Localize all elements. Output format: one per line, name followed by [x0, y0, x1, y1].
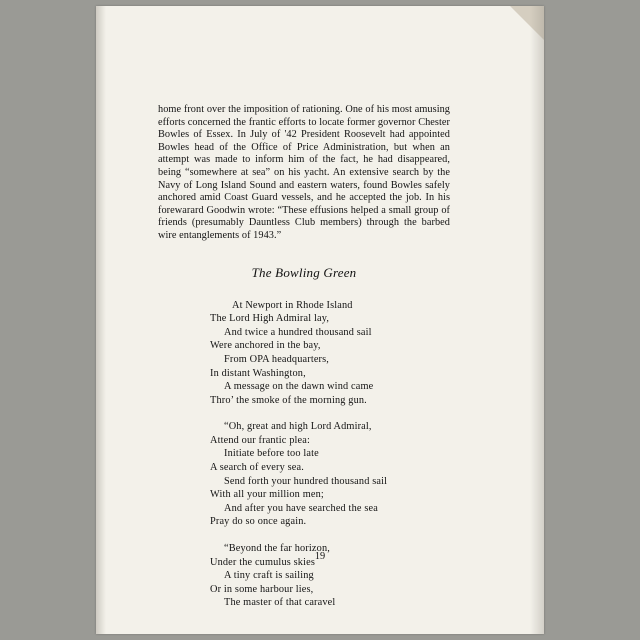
poem-line: Were anchored in the bay, [210, 340, 321, 352]
poem-line: Send forth your hundred thousand sail [224, 475, 388, 487]
poem-line: “Oh, great and high Lord Admiral, [224, 421, 372, 433]
page-corner-fold [510, 6, 544, 40]
page-number: 19 [314, 551, 326, 562]
poem-line: Thro’ the smoke of the morning gun. [210, 394, 367, 406]
poem-line: From OPA headquarters, [224, 353, 330, 365]
poem-stanza [158, 420, 450, 529]
poem-line: “Beyond the far horizon, [224, 543, 330, 555]
poem-line: Under the cumulus skies [210, 556, 315, 568]
poem-line: In distant Washington, [210, 367, 306, 379]
poem-line: With all your million men; [210, 489, 324, 501]
poem-line: And after you have searched the sea [224, 502, 378, 514]
poem-title: The Bowling Green [251, 264, 357, 280]
poem-line: At Newport in Rhode Island [232, 299, 353, 311]
poem-line: A tiny craft is sailing [224, 570, 314, 582]
poem-line: A message on the dawn wind came [224, 381, 374, 393]
poem-line: Or in some harbour lies, [210, 583, 314, 595]
body-paragraph: home front over the imposition of rationing. One of his most amusing efforts concerned the frantic efforts to locate former governor Chester Bowles of Essex. In July of '42 President Roosevelt had appointed Bowles head of the Office of Price Administration, but when an attempt was made to inform him of the fact, he had disappeared, being “somewhere at sea” on his yacht. An extensive search by the Navy of Long Island Sound and eastern waters, found Bowles safely anchored amid Coast Guard vessels, and he accepted the job. In his forewarard Goodwin wrote: “These effusions helped a small group of friends (presumably Dauntless Club members) through the barbed wire entanglements of 1943.” [158, 104, 450, 241]
poem-line: The master of that caravel [224, 597, 336, 609]
poem-line: The Lord High Admiral lay, [210, 313, 330, 325]
poem-line: And twice a hundred thousand sail [224, 326, 372, 338]
poem-line: Pray do so once again. [210, 516, 307, 528]
poem-stanza [158, 299, 450, 408]
poem-line: Initiate before too late [224, 448, 319, 460]
poem-line: A search of every sea. [210, 462, 304, 474]
page-text-block [158, 104, 450, 623]
poem-line: Attend our frantic plea: [210, 434, 310, 446]
book-page [96, 6, 544, 634]
poem-body [158, 299, 450, 610]
